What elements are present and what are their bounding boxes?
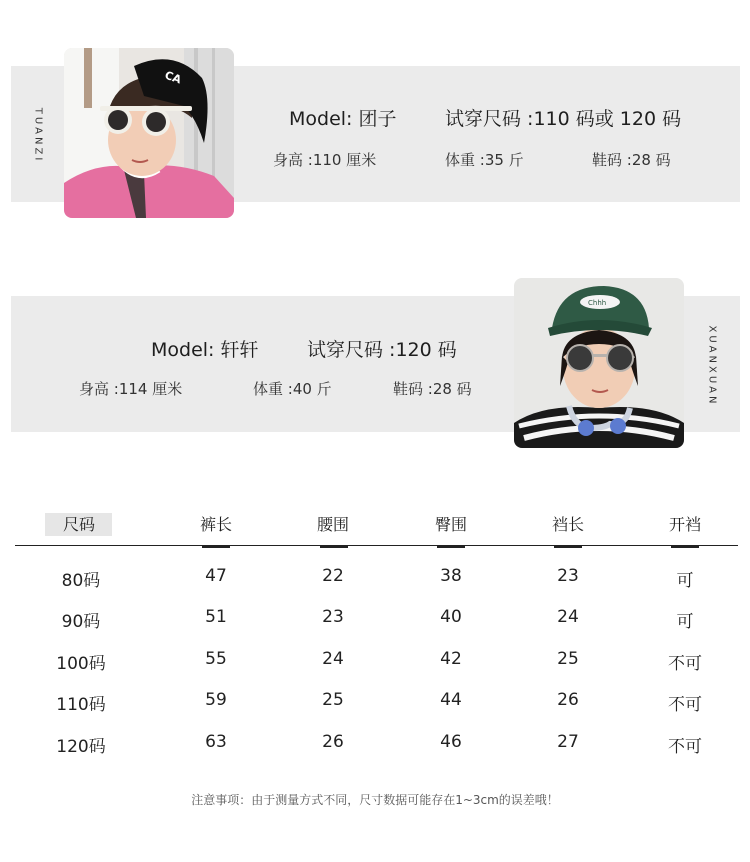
table-row xyxy=(0,607,750,631)
table-cell: 51 xyxy=(205,607,227,627)
weight-tuanzi: 体重 :35 斤 xyxy=(445,151,524,169)
header-size: 尺码 xyxy=(62,515,95,534)
table-cell: 63 xyxy=(205,732,227,752)
table-cell: 42 xyxy=(440,649,462,669)
header-hip: 臀围 xyxy=(434,515,467,534)
model-photo-tuanzi xyxy=(64,48,234,218)
table-cell: 不可 xyxy=(668,654,702,674)
model-photo-xuanxuan xyxy=(514,278,684,448)
shoe-size-xuanxuan: 鞋码 :28 码 xyxy=(393,380,472,398)
header-rise: 裆长 xyxy=(551,515,584,534)
table-row xyxy=(0,566,750,590)
header-pants-length: 裤长 xyxy=(199,515,232,534)
table-cell: 23 xyxy=(557,566,579,586)
table-cell: 可 xyxy=(676,571,694,591)
table-cell: 55 xyxy=(205,649,227,669)
header-waist: 腰围 xyxy=(316,515,349,534)
table-cell: 25 xyxy=(557,649,579,669)
table-cell: 26 xyxy=(557,690,579,710)
table-cell: 不可 xyxy=(668,737,702,757)
svg-text:Chhh: Chhh xyxy=(588,299,607,307)
model-name-tuanzi: Model: 团子 xyxy=(289,108,397,130)
header-tick xyxy=(320,545,348,548)
table-cell: 不可 xyxy=(668,695,702,715)
table-cell: 24 xyxy=(322,649,344,669)
table-cell: 100码 xyxy=(56,654,106,674)
header-tick xyxy=(437,545,465,548)
header-open-crotch: 开裆 xyxy=(668,515,701,534)
table-cell: 22 xyxy=(322,566,344,586)
header-tick xyxy=(202,545,230,548)
model-name-xuanxuan: Model: 轩轩 xyxy=(151,339,259,361)
table-row xyxy=(0,732,750,756)
table-cell: 38 xyxy=(440,566,462,586)
table-cell: 90码 xyxy=(61,612,101,632)
table-cell: 110码 xyxy=(56,695,106,715)
svg-text:CA: CA xyxy=(162,68,184,87)
table-cell: 40 xyxy=(440,607,462,627)
size-table-header xyxy=(0,512,750,536)
try-size-xuanxuan: 试穿尺码 :120 码 xyxy=(307,339,457,361)
table-cell: 26 xyxy=(322,732,344,752)
measurement-note: 注意事项：由于测量方式不同，尺寸数据可能存在1~3cm的误差哦！ xyxy=(191,793,559,807)
height-tuanzi: 身高 :110 厘米 xyxy=(273,151,377,169)
table-cell: 47 xyxy=(205,566,227,586)
table-row xyxy=(0,649,750,673)
shoe-size-tuanzi: 鞋码 :28 码 xyxy=(592,151,671,169)
table-cell: 59 xyxy=(205,690,227,710)
header-tick xyxy=(671,545,699,548)
weight-xuanxuan: 体重 :40 斤 xyxy=(253,380,332,398)
table-cell: 23 xyxy=(322,607,344,627)
header-tick xyxy=(554,545,582,548)
table-cell: 120码 xyxy=(56,737,106,757)
table-cell: 可 xyxy=(676,612,694,632)
height-xuanxuan: 身高 :114 厘米 xyxy=(79,380,183,398)
table-cell: 80码 xyxy=(61,571,101,591)
side-label-tuanzi: TUANZI xyxy=(32,107,44,164)
table-row xyxy=(0,690,750,714)
try-size-tuanzi: 试穿尺码 :110 码或 120 码 xyxy=(445,108,682,130)
table-cell: 27 xyxy=(557,732,579,752)
header-rule xyxy=(15,545,738,546)
table-cell: 24 xyxy=(557,607,579,627)
table-cell: 46 xyxy=(440,732,462,752)
table-cell: 25 xyxy=(322,690,344,710)
side-label-xuanxuan: XUANXUAN xyxy=(706,325,718,407)
table-cell: 44 xyxy=(440,690,462,710)
